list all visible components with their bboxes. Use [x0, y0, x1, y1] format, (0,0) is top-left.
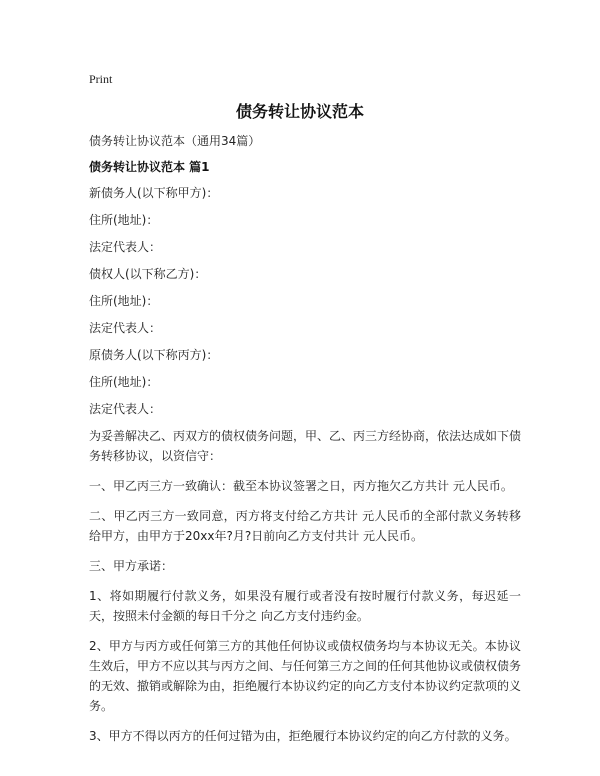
paragraph-preamble: 为妥善解决乙、丙双方的债权债务问题，甲、乙、丙三方经协商，依法达成如下债务转移协议，以资信守： — [89, 429, 522, 463]
field-new-debtor: 新债务人(以下称甲方)： — [89, 186, 219, 200]
field-legal-representative: 法定代表人： — [89, 402, 162, 416]
field-original-debtor: 原债务人(以下称丙方)： — [89, 348, 219, 362]
document-subtitle: 债务转让协议范本（通用34篇） — [89, 134, 261, 148]
section-heading: 债务转让协议范本 篇1 — [89, 160, 210, 174]
paragraph-item-3: 3、甲方不得以丙方的任何过错为由，拒绝履行本协议约定的向乙方付款的义务。 — [89, 729, 517, 743]
field-legal-representative: 法定代表人： — [89, 240, 162, 254]
document-body — [89, 131, 521, 756]
paragraph-clause-2: 二、甲乙丙三方一致同意，丙方将支付给乙方共计 元人民币的全部付款义务转移给甲方，由甲方于20xx年?月?日前向乙方支付共计 元人民币。 — [89, 509, 521, 543]
field-address: 住所(地址)： — [89, 294, 159, 308]
field-creditor: 债权人(以下称乙方)： — [89, 267, 207, 281]
field-address: 住所(地址)： — [89, 213, 159, 227]
field-legal-representative: 法定代表人： — [89, 321, 162, 335]
paragraph-clause-3-heading: 三、甲方承诺： — [89, 559, 174, 573]
print-label: Print — [89, 72, 113, 86]
paragraph-item-1: 1、将如期履行付款义务，如果没有履行或者没有按时履行付款义务，每迟延一天，按照未付金额的每日千分之 向乙方支付违约金。 — [89, 589, 521, 623]
field-address: 住所(地址)： — [89, 375, 159, 389]
paragraph-item-2: 2、甲方与丙方或任何第三方的其他任何协议或债权债务均与本协议无关。本协议生效后，甲方不应以其与丙方之间、与任何第三方之间的任何其他协议或债权债务的无效、撤销或解除为由，拒绝履行本协议约定的向乙方支付本协议约定款项的义务。 — [89, 639, 522, 713]
document-title: 债务转让协议范本 — [235, 102, 364, 121]
paragraph-clause-1: 一、甲乙丙三方一致确认：截至本协议签署之日，丙方拖欠乙方共计 元人民币。 — [89, 479, 513, 493]
